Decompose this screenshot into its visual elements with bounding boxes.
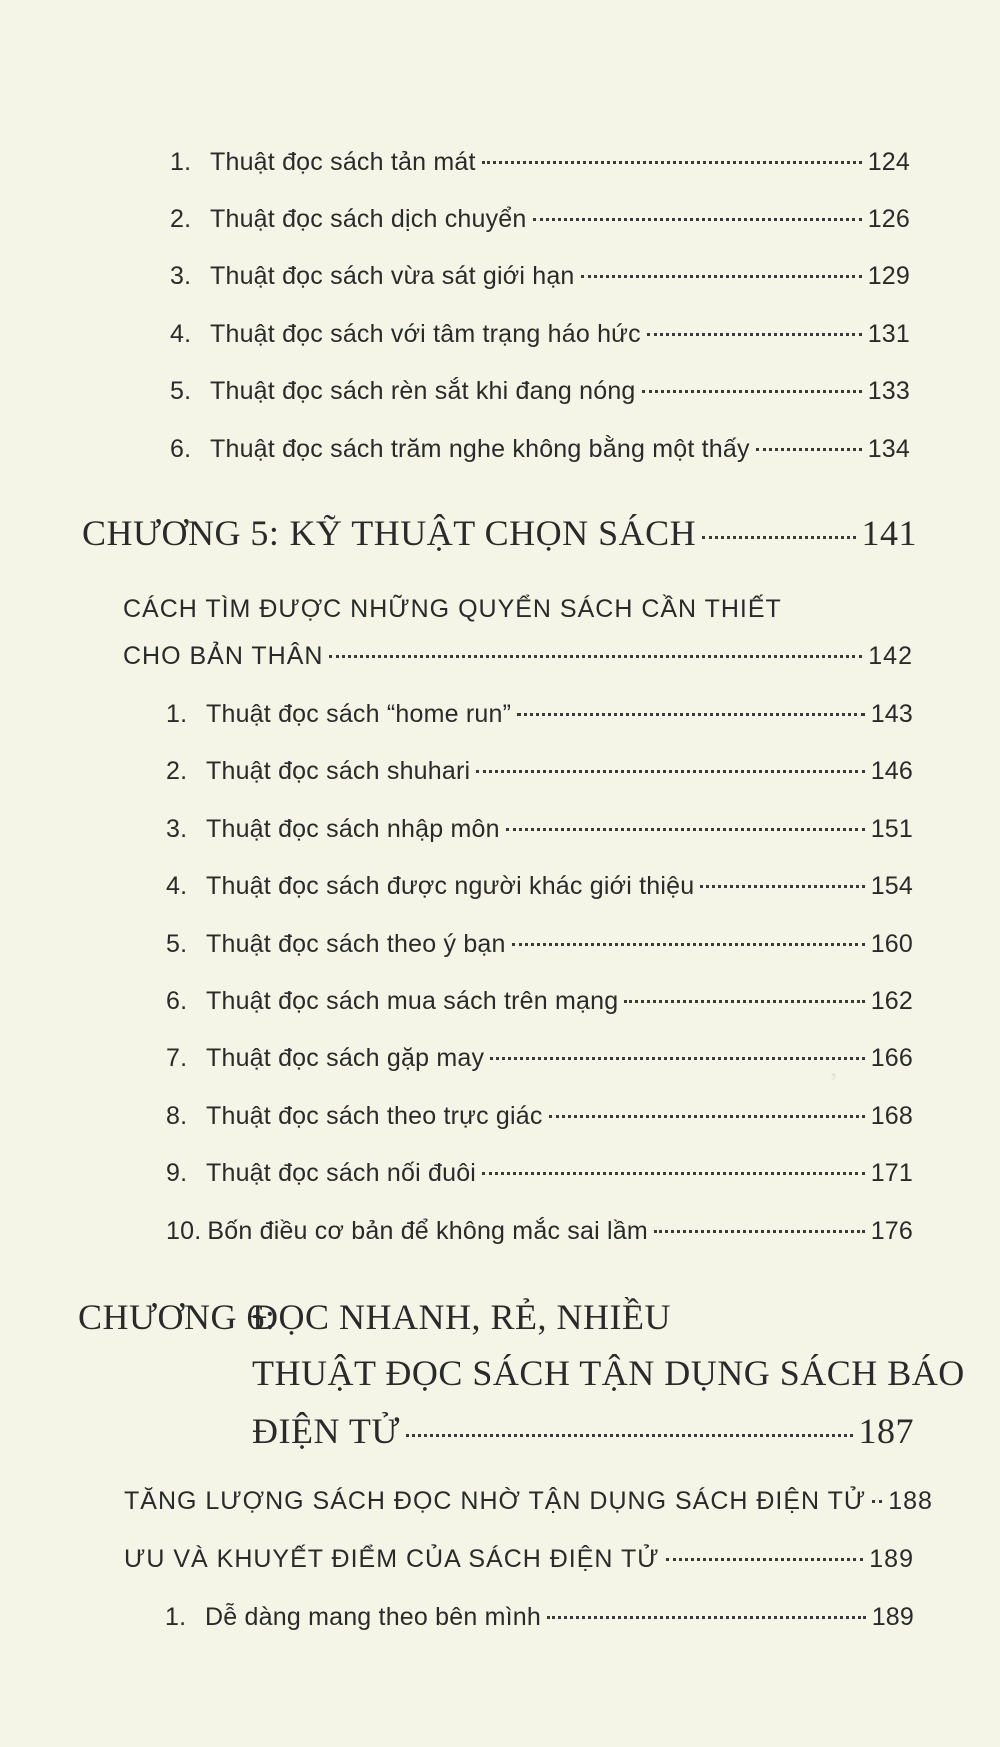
dot-leader: [700, 885, 864, 888]
chapter-label: CHƯƠNG 5:: [82, 513, 280, 553]
entry-number: 8.: [166, 1102, 188, 1130]
entry-page: 176: [870, 1217, 913, 1245]
entry-page: 160: [870, 930, 913, 958]
dot-leader: [406, 1434, 853, 1437]
dot-leader: [702, 536, 855, 539]
entry-page: 146: [870, 757, 913, 785]
section-heading[interactable]: [124, 1487, 933, 1516]
chapter-heading[interactable]: [82, 512, 917, 554]
section-heading[interactable]: [123, 642, 913, 671]
entry-page: 143: [870, 700, 913, 728]
show-through-artifact: ,: [830, 1050, 838, 1083]
dot-leader: [872, 1500, 882, 1503]
dot-leader: [476, 770, 864, 773]
chapter-page: 141: [861, 513, 917, 553]
section-page: 189: [869, 1545, 914, 1573]
dot-leader: [642, 390, 862, 393]
dot-leader: [482, 161, 862, 164]
entry-title: Thuật đọc sách tản mát: [210, 148, 476, 176]
entry-number: 10.: [166, 1217, 202, 1245]
entry-page: 166: [870, 1044, 913, 1072]
section-title: CHO BẢN THÂN: [123, 642, 324, 670]
dot-leader: [547, 1616, 866, 1619]
entry-number: 1.: [165, 1603, 187, 1631]
toc-entry[interactable]: [166, 757, 913, 786]
entry-number: 6.: [170, 435, 192, 463]
chapter-label: CHƯƠNG 6:: [78, 1297, 276, 1337]
section-title: TĂNG LƯỢNG SÁCH ĐỌC NHỜ TẬN DỤNG SÁCH ĐIỆN TỬ: [124, 1487, 867, 1515]
entry-title: Thuật đọc sách được người khác giới thiệu: [206, 872, 695, 900]
entry-page: 151: [870, 815, 913, 843]
entry-number: 9.: [166, 1159, 188, 1187]
entry-number: 4.: [170, 320, 192, 348]
entry-page: 133: [867, 377, 910, 405]
entry-page: 134: [867, 435, 910, 463]
entry-page: 171: [870, 1159, 913, 1187]
toc-entry[interactable]: [170, 262, 910, 291]
toc-entry[interactable]: [166, 700, 913, 729]
dot-leader: [549, 1115, 865, 1118]
entry-title: Thuật đọc sách theo trực giác: [206, 1102, 543, 1130]
entry-number: 4.: [166, 872, 188, 900]
entry-page: 154: [870, 872, 913, 900]
toc-entry[interactable]: [166, 1044, 913, 1073]
toc-entry[interactable]: [166, 1217, 913, 1246]
dot-leader: [624, 1000, 864, 1003]
entry-title: Thuật đọc sách nhập môn: [206, 815, 500, 843]
dot-leader: [756, 448, 862, 451]
entry-number: 1.: [170, 148, 192, 176]
toc-entry[interactable]: [166, 872, 913, 901]
toc-entry[interactable]: [170, 205, 910, 234]
entry-number: 3.: [170, 262, 192, 290]
dot-leader: [581, 275, 862, 278]
section-page: 188: [888, 1487, 933, 1515]
entry-number: 2.: [170, 205, 192, 233]
toc-entry[interactable]: [165, 1603, 914, 1632]
entry-title: Thuật đọc sách mua sách trên mạng: [206, 987, 619, 1015]
section-heading[interactable]: [124, 1545, 914, 1574]
toc-entry[interactable]: [166, 987, 913, 1016]
entry-title: Dễ dàng mang theo bên mình: [205, 1603, 541, 1631]
entry-title: Thuật đọc sách gặp may: [206, 1044, 485, 1072]
toc-entry[interactable]: [166, 1102, 913, 1131]
chapter-title-line: THUẬT ĐỌC SÁCH TẬN DỤNG SÁCH BÁO: [252, 1353, 965, 1393]
toc-entry[interactable]: [170, 320, 910, 349]
entry-number: 2.: [166, 757, 188, 785]
entry-number: 7.: [166, 1044, 188, 1072]
entry-number: 3.: [166, 815, 188, 843]
entry-page: 124: [867, 148, 910, 176]
dot-leader: [533, 218, 862, 221]
chapter-title-line: ĐỌC NHANH, RẺ, NHIỀU: [252, 1297, 671, 1337]
entry-title: Thuật đọc sách dịch chuyển: [210, 205, 527, 233]
chapter-title: KỸ THUẬT CHỌN SÁCH: [289, 513, 697, 553]
chapter-title-line: ĐIỆN TỬ: [252, 1411, 400, 1451]
toc-entry[interactable]: [170, 435, 910, 464]
toc-entry[interactable]: [170, 377, 910, 406]
entry-title: Thuật đọc sách với tâm trạng háo hức: [210, 320, 641, 348]
entry-page: 189: [871, 1603, 914, 1631]
entry-page: 131: [867, 320, 910, 348]
section-heading-line: CÁCH TÌM ĐƯỢC NHỮNG QUYỂN SÁCH CẦN THIẾT: [123, 595, 782, 623]
entry-title: Thuật đọc sách theo ý bạn: [206, 930, 506, 958]
entry-title: Bốn điều cơ bản để không mắc sai lầm: [207, 1217, 648, 1245]
toc-entry[interactable]: [166, 930, 913, 959]
toc-entry[interactable]: [170, 148, 910, 177]
dot-leader: [506, 828, 865, 831]
entry-page: 126: [867, 205, 910, 233]
section-title: ƯU VÀ KHUYẾT ĐIỂM CỦA SÁCH ĐIỆN TỬ: [124, 1545, 660, 1573]
dot-leader: [490, 1057, 865, 1060]
dot-leader: [517, 713, 865, 716]
dot-leader: [512, 943, 865, 946]
entry-title: Thuật đọc sách rèn sắt khi đang nóng: [210, 377, 636, 405]
chapter-heading[interactable]: [252, 1410, 914, 1452]
dot-leader: [654, 1230, 865, 1233]
dot-leader: [329, 655, 862, 658]
entry-title: Thuật đọc sách trăm nghe không bằng một thấy: [210, 435, 750, 463]
entry-title: Thuật đọc sách “home run”: [206, 700, 512, 728]
chapter-page: 187: [858, 1411, 914, 1451]
entry-title: Thuật đọc sách vừa sát giới hạn: [210, 262, 575, 290]
entry-title: Thuật đọc sách nối đuôi: [206, 1159, 477, 1187]
dot-leader: [647, 333, 862, 336]
entry-title: Thuật đọc sách shuhari: [206, 757, 471, 785]
entry-number: 6.: [166, 987, 188, 1015]
section-page: 142: [868, 642, 913, 670]
entry-page: 129: [867, 262, 910, 290]
toc-entry[interactable]: [166, 815, 913, 844]
entry-number: 5.: [166, 930, 188, 958]
entry-page: 168: [870, 1102, 913, 1130]
entry-page: 162: [870, 987, 913, 1015]
entry-number: 5.: [170, 377, 192, 405]
entry-number: 1.: [166, 700, 188, 728]
toc-entry[interactable]: [166, 1159, 913, 1188]
dot-leader: [666, 1558, 864, 1561]
dot-leader: [482, 1172, 865, 1175]
